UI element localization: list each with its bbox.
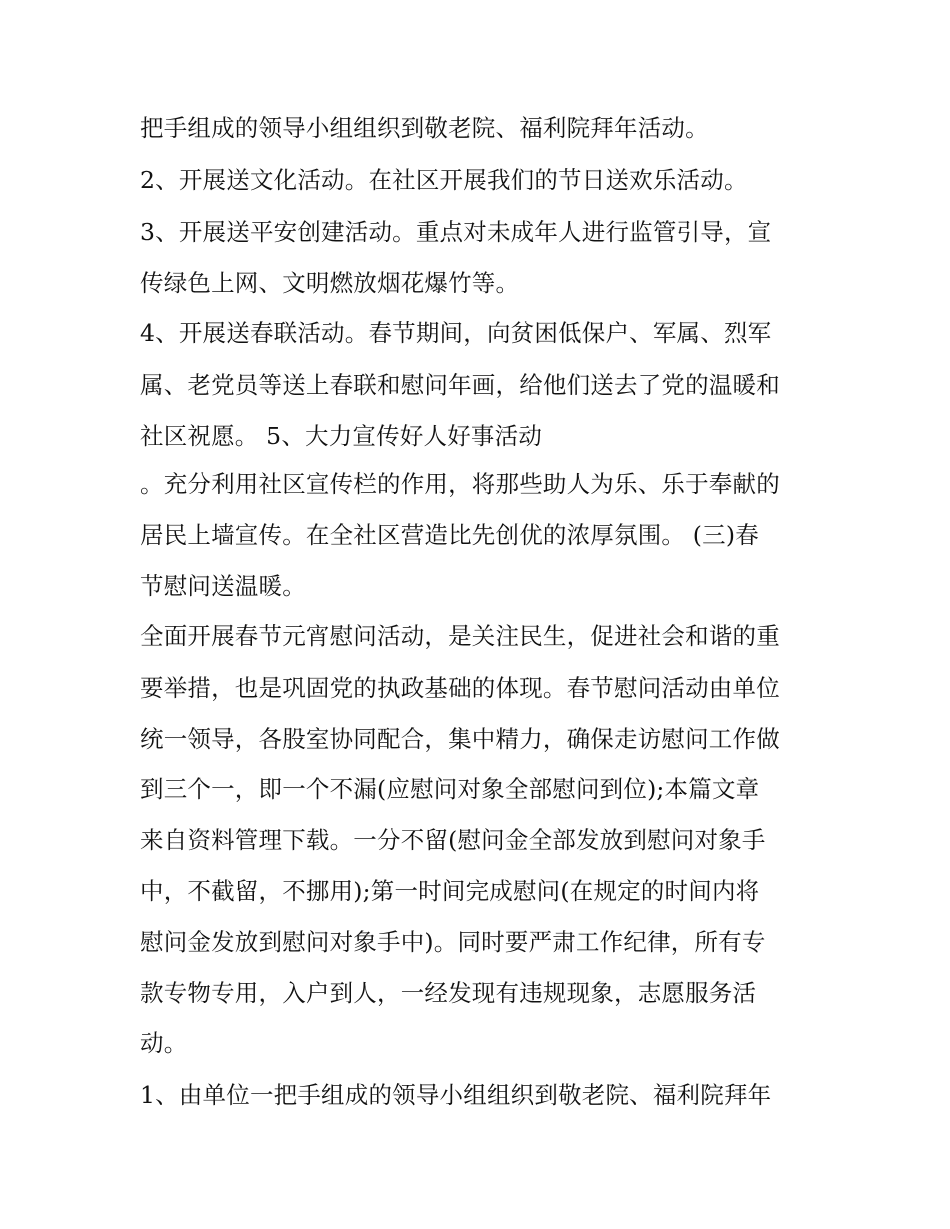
text-line-10: 节慰问送温暖。 xyxy=(140,572,306,600)
text-line-17: 慰问金发放到慰问对象手中)。同时要严肃工作纪律，所有专 xyxy=(140,928,766,956)
text-line-5: 4、开展送春联活动。春节期间，向贫困低保户、军属、烈军 xyxy=(140,319,772,347)
text-line-7: 社区祝愿。 5、大力宣传好人好事活动 xyxy=(140,422,543,450)
text-line-20: 1、由单位一把手组成的领导小组组织到敬老院、福利院拜年 xyxy=(140,1081,772,1109)
text-line-18: 款专物专用，入户到人，一经发现有违规现象，志愿服务活 xyxy=(140,979,757,1007)
text-line-11: 全面开展春节元宵慰问活动，是关注民生，促进社会和谐的重 xyxy=(140,622,780,650)
text-line-8: 。充分利用社区宣传栏的作用，将那些助人为乐、乐于奉献的 xyxy=(140,470,780,498)
text-line-2: 2、开展送文化活动。在社区开展我们的节日送欢乐活动。 xyxy=(140,166,748,194)
text-line-12: 要举措，也是巩固党的执政基础的体现。春节慰问活动由单位 xyxy=(140,674,780,702)
text-line-15: 来自资料管理下载。一分不留(慰问金全部发放到慰问对象手 xyxy=(140,826,766,854)
text-line-16: 中，不截留，不挪用);第一时间完成慰问(在规定的时间内将 xyxy=(140,877,760,905)
text-line-14: 到三个一，即一个不漏(应慰问对象全部慰问到位);本篇文章 xyxy=(140,775,760,803)
text-line-3: 3、开展送平安创建活动。重点对未成年人进行监管引导，宣 xyxy=(140,218,772,246)
text-line-9: 居民上墙宣传。在全社区营造比先创优的浓厚氛围。 (三)春 xyxy=(140,521,759,549)
text-line-6: 属、老党员等送上春联和慰问年画，给他们送去了党的温暖和 xyxy=(140,371,780,399)
text-line-4: 传绿色上网、文明燃放烟花爆竹等。 xyxy=(140,269,520,297)
text-line-1: 把手组成的领导小组组织到敬老院、福利院拜年活动。 xyxy=(140,114,709,142)
text-line-13: 统一领导，各股室协同配合，集中精力，确保走访慰问工作做 xyxy=(140,725,780,753)
text-line-19: 动。 xyxy=(140,1029,188,1057)
